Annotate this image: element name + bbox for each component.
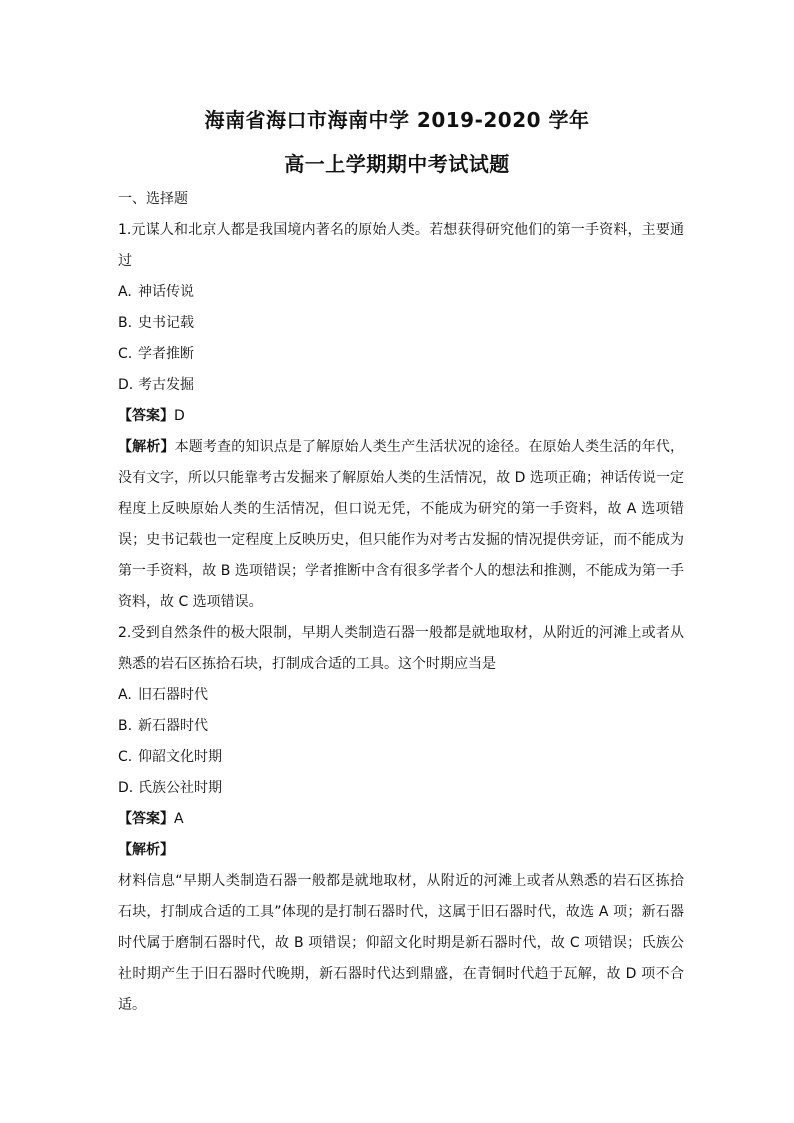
question-1-number: 1. xyxy=(118,222,132,238)
option-text: 考古发掘 xyxy=(138,377,194,393)
option-text: 学者推断 xyxy=(138,346,194,362)
document-title-line2: 高一上学期期中考试试题 xyxy=(284,152,510,176)
option-letter: D. xyxy=(118,377,134,393)
option-text: 史书记载 xyxy=(138,315,194,331)
option-letter: C. xyxy=(118,346,133,362)
answer-value: A xyxy=(174,811,184,827)
question-2-option-b xyxy=(118,711,684,742)
option-letter: B. xyxy=(118,315,133,331)
answer-label: 【答案】 xyxy=(118,408,174,424)
question-2-answer xyxy=(118,804,684,835)
option-letter: A. xyxy=(118,284,132,300)
option-text: 新石器时代 xyxy=(138,718,208,734)
option-text: 仰韶文化时期 xyxy=(138,749,222,765)
question-1-option-c xyxy=(118,339,684,370)
option-letter: C. xyxy=(118,749,133,765)
analysis-text: 本题考查的知识点是了解原始人类生产生活状况的途径。在原始人类生活的年代，没有文字，所以只能靠考古发掘来了解原始人类的生活情况，故 D 选项正确；神话传说一定程度上反映原始人类的生活情况，但口说无凭，不能成为研究的第一手资料，故 A 选项错误；史书记载也一定程度上反映历史，但只能作为对考古发掘的情况提供旁证，而不能成为第一手资料，故 B 选项错误；学者推断中含有很多学者个人的想法和推测，不能成为第一手资料，故 C 选项错误。 xyxy=(118,439,685,610)
analysis-label: 【解析】 xyxy=(118,439,175,455)
question-2-number: 2. xyxy=(118,625,132,641)
answer-value: D xyxy=(174,408,185,424)
document-body xyxy=(118,184,684,1021)
document-title-line1: 海南省海口市海南中学 2019-2020 学年 xyxy=(204,108,590,132)
question-2-option-d xyxy=(118,773,684,804)
question-2-text: 受到自然条件的极大限制，早期人类制造石器一般都是就地取材，从附近的河滩上或者从熟悉的岩石区拣拾石块，打制成合适的工具。这个时期应当是 xyxy=(118,625,684,672)
question-2-option-c xyxy=(118,742,684,773)
option-text: 氏族公社时期 xyxy=(138,780,222,796)
question-1-option-a xyxy=(118,277,684,308)
option-letter: D. xyxy=(118,780,134,796)
option-letter: A. xyxy=(118,687,132,703)
option-text: 神话传说 xyxy=(138,284,194,300)
option-text: 旧石器时代 xyxy=(138,687,208,703)
question-2-stem xyxy=(118,618,684,680)
question-1-answer xyxy=(118,401,684,432)
answer-label: 【答案】 xyxy=(118,811,174,827)
question-1-option-b xyxy=(118,308,684,339)
question-1-analysis xyxy=(118,432,684,618)
question-1-option-d xyxy=(118,370,684,401)
question-2-analysis-label: 【解析】 xyxy=(118,842,174,858)
option-letter: B. xyxy=(118,718,133,734)
question-1-stem xyxy=(118,215,684,277)
question-2-analysis: 材料信息“早期人类制造石器一般都是就地取材，从附近的河滩上或者从熟悉的岩石区拣拾石块，打制成合适的工具”体现的是打制石器时代，这属于旧石器时代，故选 A 项；新石器时代属于磨制石器时代，故 B 项错误；仰韶文化时期是新石器时代，故 C 项错误；氏族公社时期产生于旧石器时代晚期，新石器时代达到鼎盛，在青铜时代趋于瓦解，故 D 项不合适。 xyxy=(118,873,684,1013)
question-2-option-a xyxy=(118,680,684,711)
question-1-text: 元谋人和北京人都是我国境内著名的原始人类。若想获得研究他们的第一手资料，主要通过 xyxy=(118,222,684,269)
section-heading: 一、选择题 xyxy=(118,191,188,207)
